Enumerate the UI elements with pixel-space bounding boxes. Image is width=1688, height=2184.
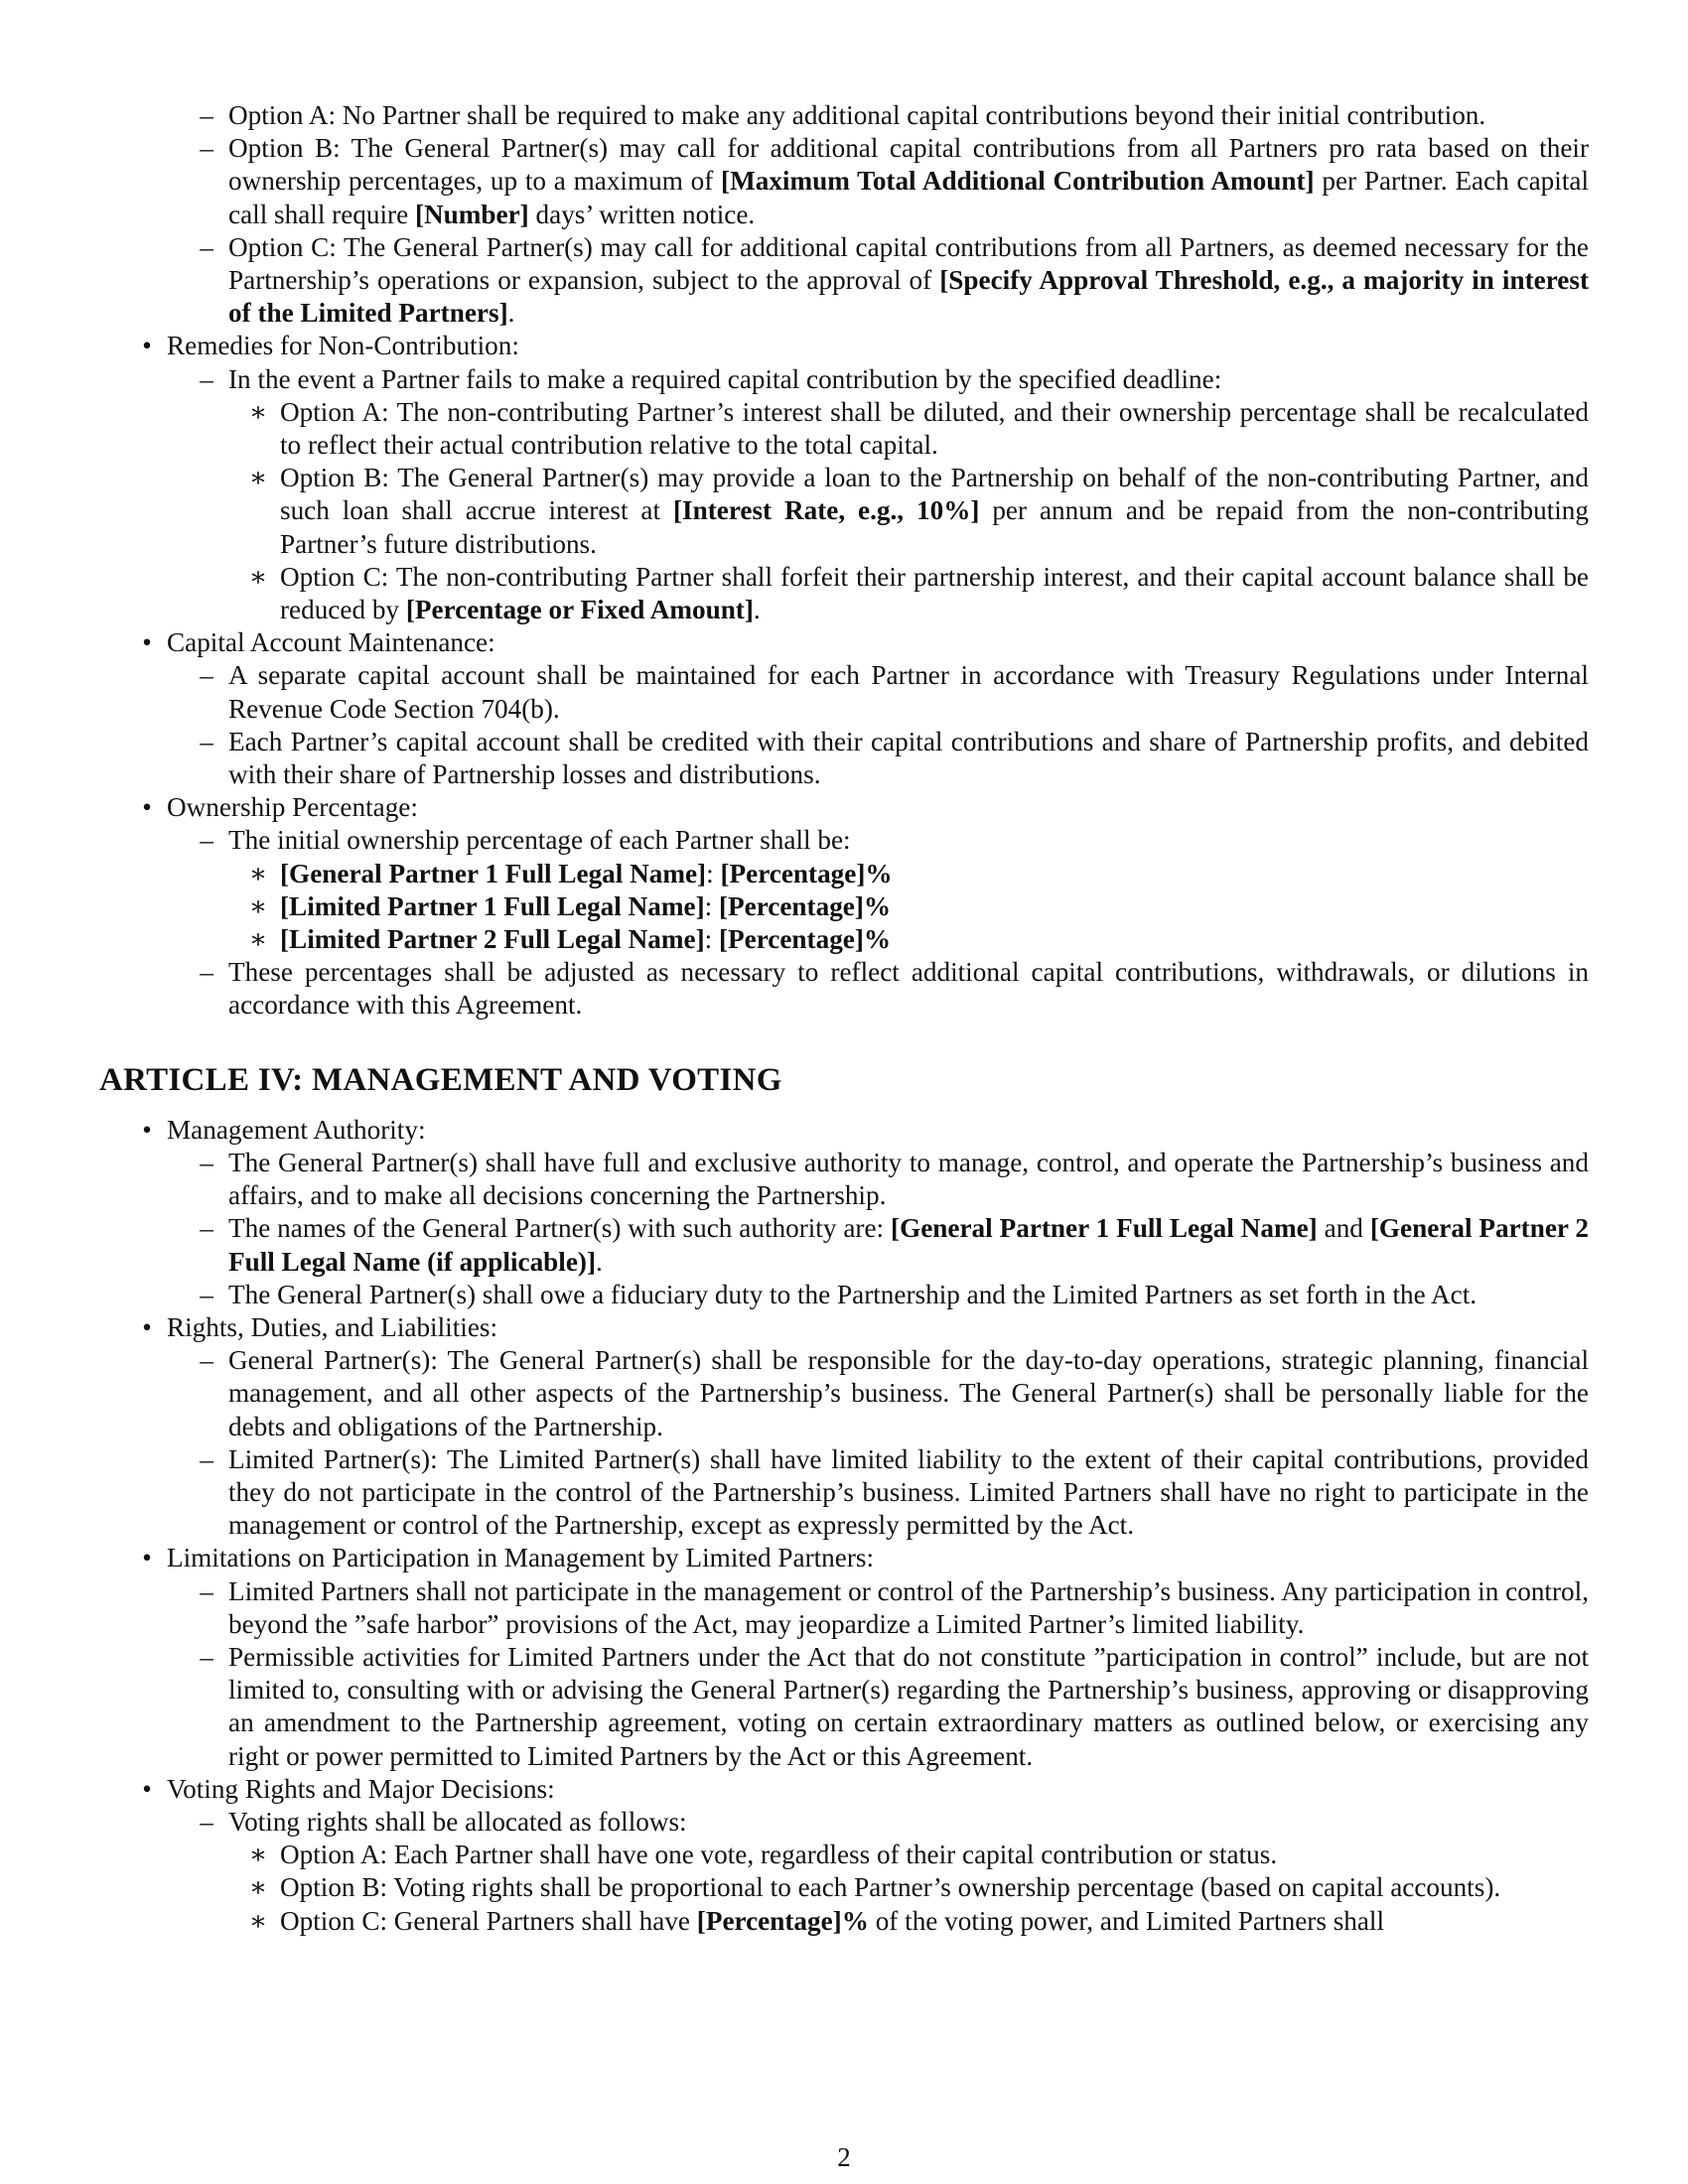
dash-marker: – [200, 1345, 213, 1376]
asterisk-marker: ∗ [248, 924, 268, 955]
dash-marker: – [200, 363, 213, 394]
voting-rights-item [99, 1773, 1589, 1806]
capital-account-rule-2: – Each Partner’s capital account shall be credited with their capital contributions and share of Partnership profits, and debited with their share of Partnership losses and distributions. [99, 726, 1589, 791]
bullet-marker: • [142, 627, 152, 658]
page-number: 2 [837, 2142, 851, 2172]
ownership-partner-2: ∗ [Limited Partner 1 Full Legal Name]: [Percentage]% [99, 890, 1589, 923]
remedies-title: Remedies for Non-Contribution: [167, 331, 519, 361]
ownership-item [99, 791, 1589, 824]
placeholder-percentage: [Percentage]% [718, 924, 892, 955]
asterisk-marker: ∗ [248, 1840, 268, 1870]
placeholder-percentage: [Percentage]% [720, 858, 893, 888]
dash-marker: – [200, 660, 213, 691]
placeholder-lp1-name: [Limited Partner 1 Full Legal Name] [280, 890, 705, 921]
capital-account-item [99, 626, 1589, 659]
asterisk-marker: ∗ [248, 1872, 268, 1903]
limitations-rule-1: – Limited Partners shall not participate in the management or control of the Partnership’s business. Any participation in control, beyond the ”safe harbor” provisions of the Act, may jeopardize a Limited Partner’s limited liability. [99, 1575, 1589, 1641]
asterisk-marker: ∗ [248, 396, 268, 427]
placeholder-forfeit-amount: [Percentage or Fixed Amount] [405, 595, 754, 625]
ownership-intro: – The initial ownership percentage of each Partner shall be: [99, 824, 1589, 857]
limitations-item [99, 1542, 1589, 1574]
rights-limited-partner: – Limited Partner(s): The Limited Partner(s) shall have limited liability to the extent of their capital contributions, provided they do not participate in the control of the Partnership’s business. Limited Partners shall have no right to participate in the management or control of the Partnership, except as expressly permitted by the Act. [99, 1443, 1589, 1543]
management-authority-item [99, 1114, 1589, 1147]
voting-rights-title: Voting Rights and Major Decisions: [167, 1773, 555, 1804]
bullet-marker: • [142, 792, 152, 823]
ownership-title: Ownership Percentage: [167, 792, 418, 823]
voting-option-c: ∗ Option C: General Partners shall have [Percentage]% of the voting power, and Limited Partners shall [99, 1905, 1589, 1938]
dash-marker: – [200, 231, 213, 262]
placeholder-gp2-name: [General Partner 2 Full Legal Name (if applicable)] [228, 1213, 1590, 1277]
placeholder-gp1-name: [General Partner 1 Full Legal Name] [891, 1213, 1318, 1244]
placeholder-gp-voting-percentage: [Percentage]% [696, 1905, 869, 1936]
asterisk-marker: ∗ [248, 561, 268, 592]
capital-account-title: Capital Account Maintenance: [167, 627, 495, 658]
bullet-marker: • [142, 1114, 152, 1145]
management-authority-rule-2: – The names of the General Partner(s) with such authority are: [General Partner 1 Full Legal Name] and [General Partner 2 Full Legal Name (if applicable)]. [99, 1212, 1589, 1278]
asterisk-marker: ∗ [248, 1905, 268, 1936]
capital-call-option-b: – Option B: The General Partner(s) may call for additional capital contributions from all Partners pro rata based on their ownership percentages, up to a maximum of [Maximum Total Additional Contribution Amount] per Partner. Each capital call shall require [Number] days’ written notice. [99, 132, 1589, 231]
rights-general-partner: – General Partner(s): The General Partner(s) shall be responsible for the day-to-day operations, strategic planning, financial management, and all other aspects of the Partnership’s business. The General Partner(s) shall be personally liable for the debts and obligations of the Partnership. [99, 1344, 1589, 1443]
voting-option-b: ∗ Option B: Voting rights shall be proportional to each Partner’s ownership percentage (based on capital accounts). [99, 1871, 1589, 1904]
capital-call-option-b-text: Option B: The General Partner(s) may call for additional capital contributions from all Partners pro rata based on their ownership percentages, up to a maximum of [228, 133, 1589, 197]
capital-call-option-a [99, 99, 1589, 132]
management-authority-rule-3: – The General Partner(s) shall owe a fiduciary duty to the Partnership and the Limited Partners as set forth in the Act. [99, 1279, 1589, 1311]
placeholder-interest-rate: [Interest Rate, e.g., 10%] [672, 495, 980, 526]
ownership-adjustment: – These percentages shall be adjusted as necessary to reflect additional capital contributions, withdrawals, or dilutions in accordance with this Agreement. [99, 956, 1589, 1022]
placeholder-notice-days: [Number] [414, 199, 529, 229]
rights-duties-item [99, 1311, 1589, 1344]
dash-marker: – [200, 1575, 213, 1606]
voting-rights-intro: – Voting rights shall be allocated as follows: [99, 1806, 1589, 1839]
dash-marker: – [200, 1641, 213, 1672]
bullet-marker: • [142, 1543, 152, 1573]
limitations-title: Limitations on Participation in Management by Limited Partners: [167, 1543, 875, 1573]
voting-option-a: ∗ Option A: Each Partner shall have one vote, regardless of their capital contribution or status. [99, 1839, 1589, 1871]
dash-marker: – [200, 1213, 213, 1244]
limitations-rule-2: – Permissible activities for Limited Partners under the Act that do not constitute ”participation in control” include, but are not limited to, consulting with or advising the General Partner(s) regarding the Partnership’s business, approving or disapproving an amendment to the Partnership agreement, voting on certain extraordinary matters as outlined below, or exercising any right or power permitted to Limited Partners by the Act or this Agreement. [99, 1641, 1589, 1773]
ownership-partner-1: ∗ [General Partner 1 Full Legal Name]: [Percentage]% [99, 858, 1589, 890]
dash-marker: – [200, 825, 213, 856]
dash-marker: – [200, 1279, 213, 1309]
management-authority-rule-1: – The General Partner(s) shall have full and exclusive authority to manage, control, and operate the Partnership’s business and affairs, and to make all decisions concerning the Partnership. [99, 1147, 1589, 1212]
capital-call-option-c: – Option C: The General Partner(s) may call for additional capital contributions from all Partners, as deemed necessary for the Partnership’s operations or expansion, subject to the approval of [Specify Approval Threshold, e.g., a majority in interest of the Limited Partners]. [99, 231, 1589, 331]
remedies-intro: – In the event a Partner fails to make a required capital contribution by the specified deadline: [99, 363, 1589, 396]
capital-account-rule-1: – A separate capital account shall be maintained for each Partner in accordance with Treasury Regulations under Internal Revenue Code Section 704(b). [99, 659, 1589, 725]
dash-marker: – [200, 1443, 213, 1474]
dash-marker: – [200, 1806, 213, 1837]
article-iv-heading: ARTICLE IV: MANAGEMENT AND VOTING [99, 1061, 782, 1098]
asterisk-marker: ∗ [248, 890, 268, 921]
management-authority-title: Management Authority: [167, 1114, 426, 1145]
remedies-option-b: ∗ Option B: The General Partner(s) may provide a loan to the Partnership on behalf of the non-contributing Partner, and such loan shall accrue interest at [Interest Rate, e.g., 10%] per annum and be repaid from the non-contributing Partner’s future distributions. [99, 462, 1589, 561]
bullet-marker: • [142, 331, 152, 361]
dash-marker: – [200, 133, 213, 164]
dash-marker: – [200, 726, 213, 756]
remedies-option-a: ∗ Option A: The non-contributing Partner’s interest shall be diluted, and their ownership percentage shall be recalculated to reflect their actual contribution relative to the total capital. [99, 396, 1589, 462]
placeholder-max-contribution: [Maximum Total Additional Contribution Amount] [721, 166, 1315, 197]
rights-duties-title: Rights, Duties, and Liabilities: [167, 1311, 498, 1342]
asterisk-marker: ∗ [248, 858, 268, 888]
placeholder-approval-threshold: [Specify Approval Threshold, e.g., a majority in interest of the Limited Partners] [228, 265, 1589, 329]
placeholder-gp1-name: [General Partner 1 Full Legal Name] [280, 858, 707, 888]
page-content [99, 99, 1589, 1938]
capital-call-option-c-text: Option C: The General Partner(s) may call for additional capital contributions from all Partners, as deemed necessary for the Partnership’s operations or expansion, subject to the approval of [228, 231, 1589, 296]
ownership-partner-3: ∗ [Limited Partner 2 Full Legal Name]: [Percentage]% [99, 923, 1589, 956]
bullet-marker: • [142, 1311, 152, 1342]
capital-call-option-a-text: Option A: No Partner shall be required to make any additional capital contributions beyond their initial contribution. [228, 100, 1486, 130]
asterisk-marker: ∗ [248, 463, 268, 493]
remedies-item [99, 330, 1589, 362]
placeholder-percentage: [Percentage]% [718, 890, 892, 921]
dash-marker: – [200, 1147, 213, 1177]
bullet-marker: • [142, 1773, 152, 1804]
dash-marker: – [200, 957, 213, 988]
remedies-option-c: ∗ Option C: The non-contributing Partner shall forfeit their partnership interest, and their capital account balance shall be reduced by [Percentage or Fixed Amount]. [99, 561, 1589, 626]
dash-marker: – [200, 100, 213, 130]
placeholder-lp2-name: [Limited Partner 2 Full Legal Name] [280, 924, 705, 955]
